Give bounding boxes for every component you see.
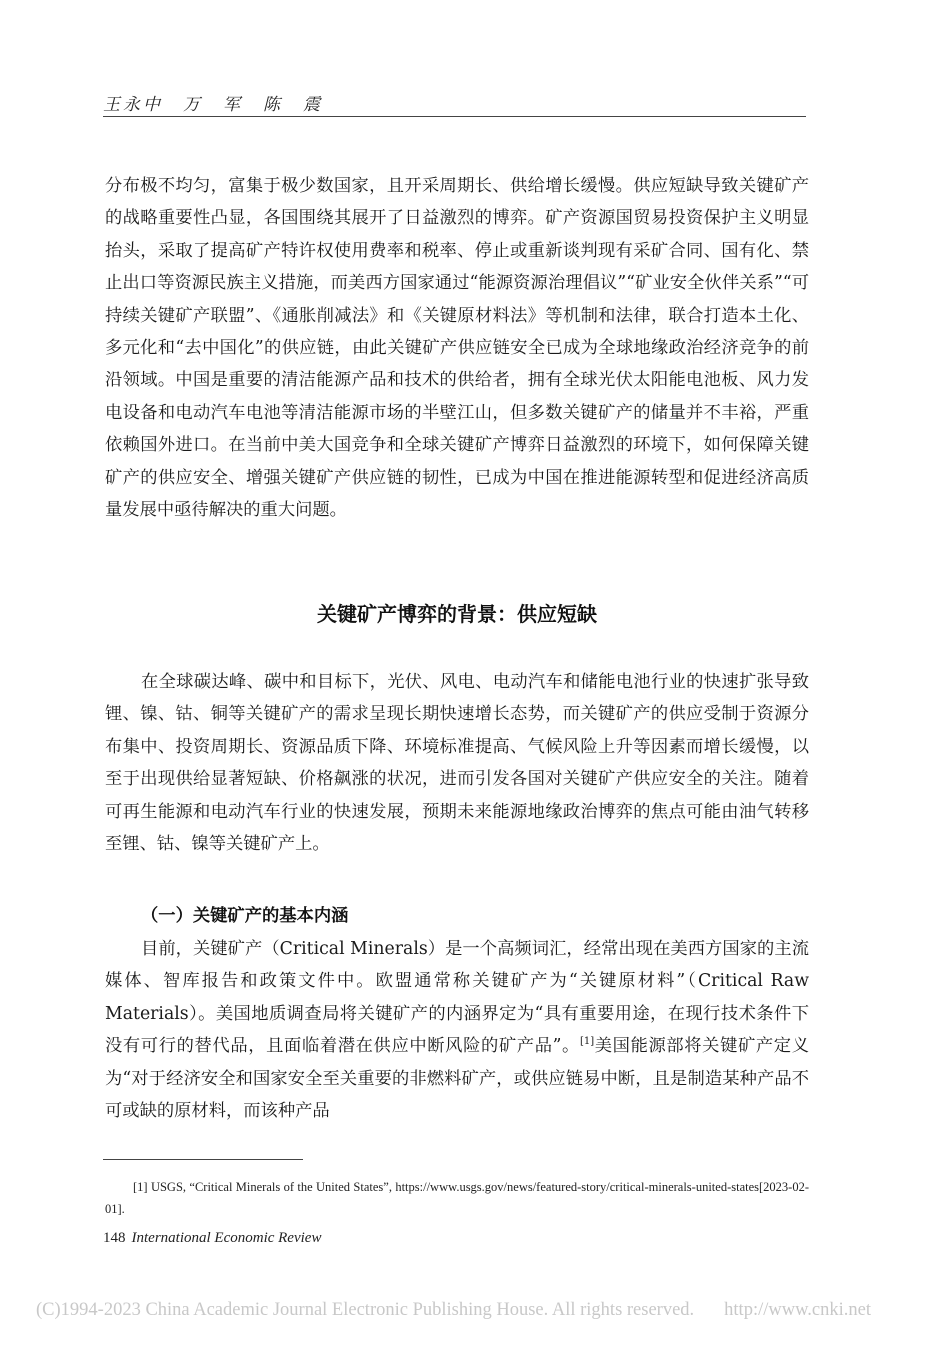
journal-name: International Economic Review (131, 1230, 322, 1246)
running-header-authors: 王永中 万 军 陈 震 (103, 95, 323, 115)
section-heading: 关键矿产博弈的背景：供应短缺 (317, 602, 597, 626)
footnote: [1] USGS, “Critical Minerals of the United States”, https://www.usgs.gov/news/featured-story/critical-minerals-united-states[2023-02-01]. (105, 1180, 809, 1216)
header-rule (103, 116, 806, 117)
page-footer (103, 1230, 321, 1247)
body-paragraph-1: 分布极不均匀，富集于极少数国家，且开采周期长、供给增长缓慢。供应短缺导致关键矿产的战略重要性凸显，各国围绕其展开了日益激烈的博弈。矿产资源国贸易投资保护主义明显抬头，采取了提高矿产特许权使用费率和税率、停止或重新谈判现有采矿合同、国有化、禁止出口等资源民族主义措施，而美西方国家通过“能源资源治理倡议”“矿业安全伙伴关系”“可持续关键矿产联盟”、《通胀削减法》和《关键原材料法》等机制和法律，联合打造本土化、多元化和“去中国化”的供应链，由此关键矿产供应链安全已成为全球地缘政治经济竞争的前沿领域。中国是重要的清洁能源产品和技术的供给者，拥有全球光伏太阳能电池板、风力发电设备和电动汽车电池等清洁能源市场的半壁江山，但多数关键矿产的储量并不丰裕，严重依赖国外进口。在当前中美大国竞争和全球关键矿产博弈日益激烈的环境下，如何保障关键矿产的供应安全、增强关键矿产供应链的韧性，已成为中国在推进能源转型和促进经济高质量发展中亟待解决的重大问题。 (105, 176, 809, 521)
body-paragraph-2: 在全球碳达峰、碳中和目标下，光伏、风电、电动汽车和储能电池行业的快速扩张导致锂、镍、钴、铜等关键矿产的需求呈现长期快速增长态势，而关键矿产的供应受制于资源分布集中、投资周期长、资源品质下降、环境标准提高、气候风险上升等因素而增长缓慢，以至于出现供给显著短缺、价格飙涨的状况，进而引发各国对关键矿产供应安全的关注。随着可再生能源和电动汽车行业的快速发展，预期未来能源地缘政治博弈的焦点可能由油气转移至锂、钴、镍等关键矿产上。 (105, 672, 809, 855)
footnote-reference[interactable]: [1] (579, 1036, 595, 1048)
paragraph-3-text-b: 美国能源部将关键矿产定义为“对于经济安全和国家安全至关重要的非燃料矿产，或供应链易中断，且是制造某种产品不可或缺的原材料，而该种产品 (105, 1036, 809, 1122)
watermark-url[interactable]: http://www.cnki.net (724, 1300, 871, 1320)
page-number: 148 (103, 1230, 126, 1246)
body-paragraph-3 (105, 933, 809, 1127)
copyright-text: (C)1994-2023 China Academic Journal Electronic Publishing House. All rights reserved. (36, 1300, 695, 1320)
paragraph-3-text-a: 目前，关键矿产（Critical Minerals）是一个高频词汇，经常出现在美西方国家的主流媒体、智库报告和政策文件中。欧盟通常称关键矿产为“关键原材料”（Critical Raw Materials）。美国地质调查局将关键矿产的内涵界定为“具有重要用途，在现行技术条件下没有可行的替代品，且面临着潜在供应中断风险的矿产品”。 (105, 939, 809, 1057)
subsection-heading: （一）关键矿产的基本内涵 (141, 906, 349, 926)
copyright-watermark (36, 1300, 950, 1321)
footnote-rule (103, 1159, 303, 1160)
